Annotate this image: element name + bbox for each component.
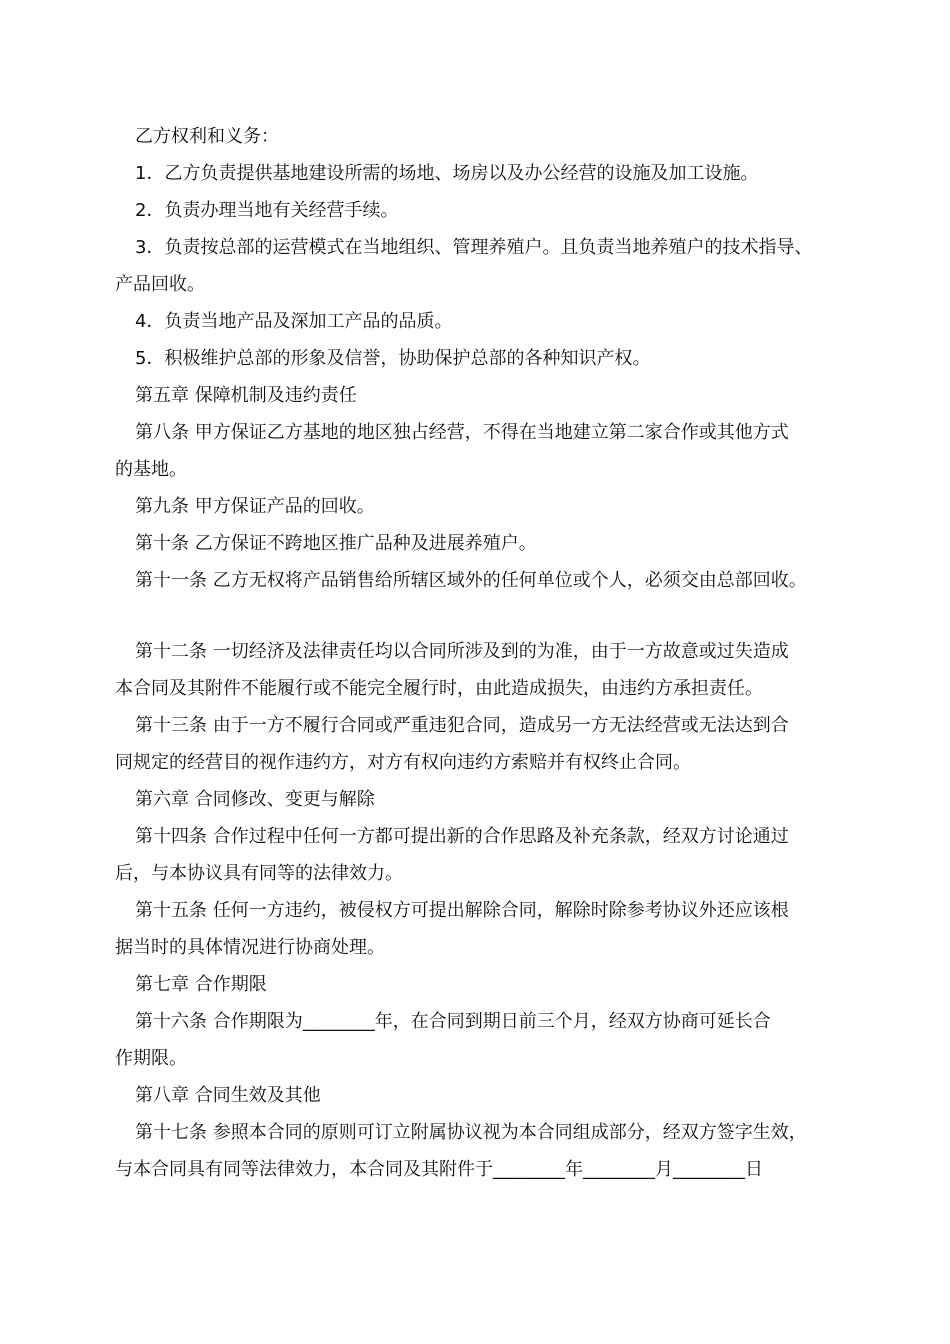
text-line: 本合同及其附件不能履行或不能完全履行时，由此造成损失，由违约方承担责任。 [115, 678, 763, 699]
text-line: 第十六条 合作期限为________年，在合同到期日前三个月，经双方协商可延长合 [135, 1011, 771, 1032]
document-page [115, 118, 855, 1188]
text-line: 产品回收。 [115, 274, 205, 295]
chapter-heading: 第六章 合同修改、变更与解除 [135, 789, 375, 810]
text-line: 第十条 乙方保证不跨地区推广品种及进展养殖户。 [135, 533, 537, 554]
text-line: 后，与本协议具有同等的法律效力。 [115, 863, 403, 884]
text-line: 4．负责当地产品及深加工产品的品质。 [135, 311, 453, 332]
text-line: 与本合同具有同等法律效力，本合同及其附件于________年________月________日 [115, 1159, 763, 1180]
text-line: 5．积极维护总部的形象及信誉，协助保护总部的各种知识产权。 [135, 348, 651, 369]
text-line: 第十三条 由于一方不履行合同或严重违犯合同，造成另一方无法经营或无法达到合 [135, 715, 789, 736]
text-line: 的基地。 [115, 459, 187, 480]
text-line: 同规定的经营目的视作违约方，对方有权向违约方索赔并有权终止合同。 [115, 752, 691, 773]
text-line: 第十五条 任何一方违约，被侵权方可提出解除合同，解除时除参考协议外还应该根 [135, 900, 789, 921]
chapter-heading: 第七章 合作期限 [135, 974, 267, 995]
text-line: 第十七条 参照本合同的原则可订立附属协议视为本合同组成部分，经双方签字生效， [135, 1122, 807, 1143]
text-line: 2．负责办理当地有关经营手续。 [135, 200, 399, 221]
text-line: 1．乙方负责提供基地建设所需的场地、场房以及办公经营的设施及加工设施。 [135, 163, 759, 184]
text-line: 第十四条 合作过程中任何一方都可提出新的合作思路及补充条款，经双方讨论通过 [135, 826, 789, 847]
chapter-heading: 第五章 保障机制及违约责任 [135, 385, 357, 406]
paragraph-gap [115, 599, 855, 633]
text-line: 据当时的具体情况进行协商处理。 [115, 937, 385, 958]
text-line: 第九条 甲方保证产品的回收。 [135, 496, 375, 517]
text-line: 第十二条 一切经济及法律责任均以合同所涉及到的为准，由于一方故意或过失造成 [135, 641, 789, 662]
text-line: 作期限。 [115, 1048, 187, 1069]
text-line: 第十一条 乙方无权将产品销售给所辖区域外的任何单位或个人，必须交由总部回收。 [135, 570, 807, 591]
text-line: 3．负责按总部的运营模式在当地组织、管理养殖户。且负责当地养殖户的技术指导、 [135, 237, 813, 258]
text-line: 第八条 甲方保证乙方基地的地区独占经营，不得在当地建立第二家合作或其他方式 [135, 422, 789, 443]
chapter-heading: 第八章 合同生效及其他 [135, 1085, 321, 1106]
text-line: 乙方权利和义务： [135, 126, 279, 147]
